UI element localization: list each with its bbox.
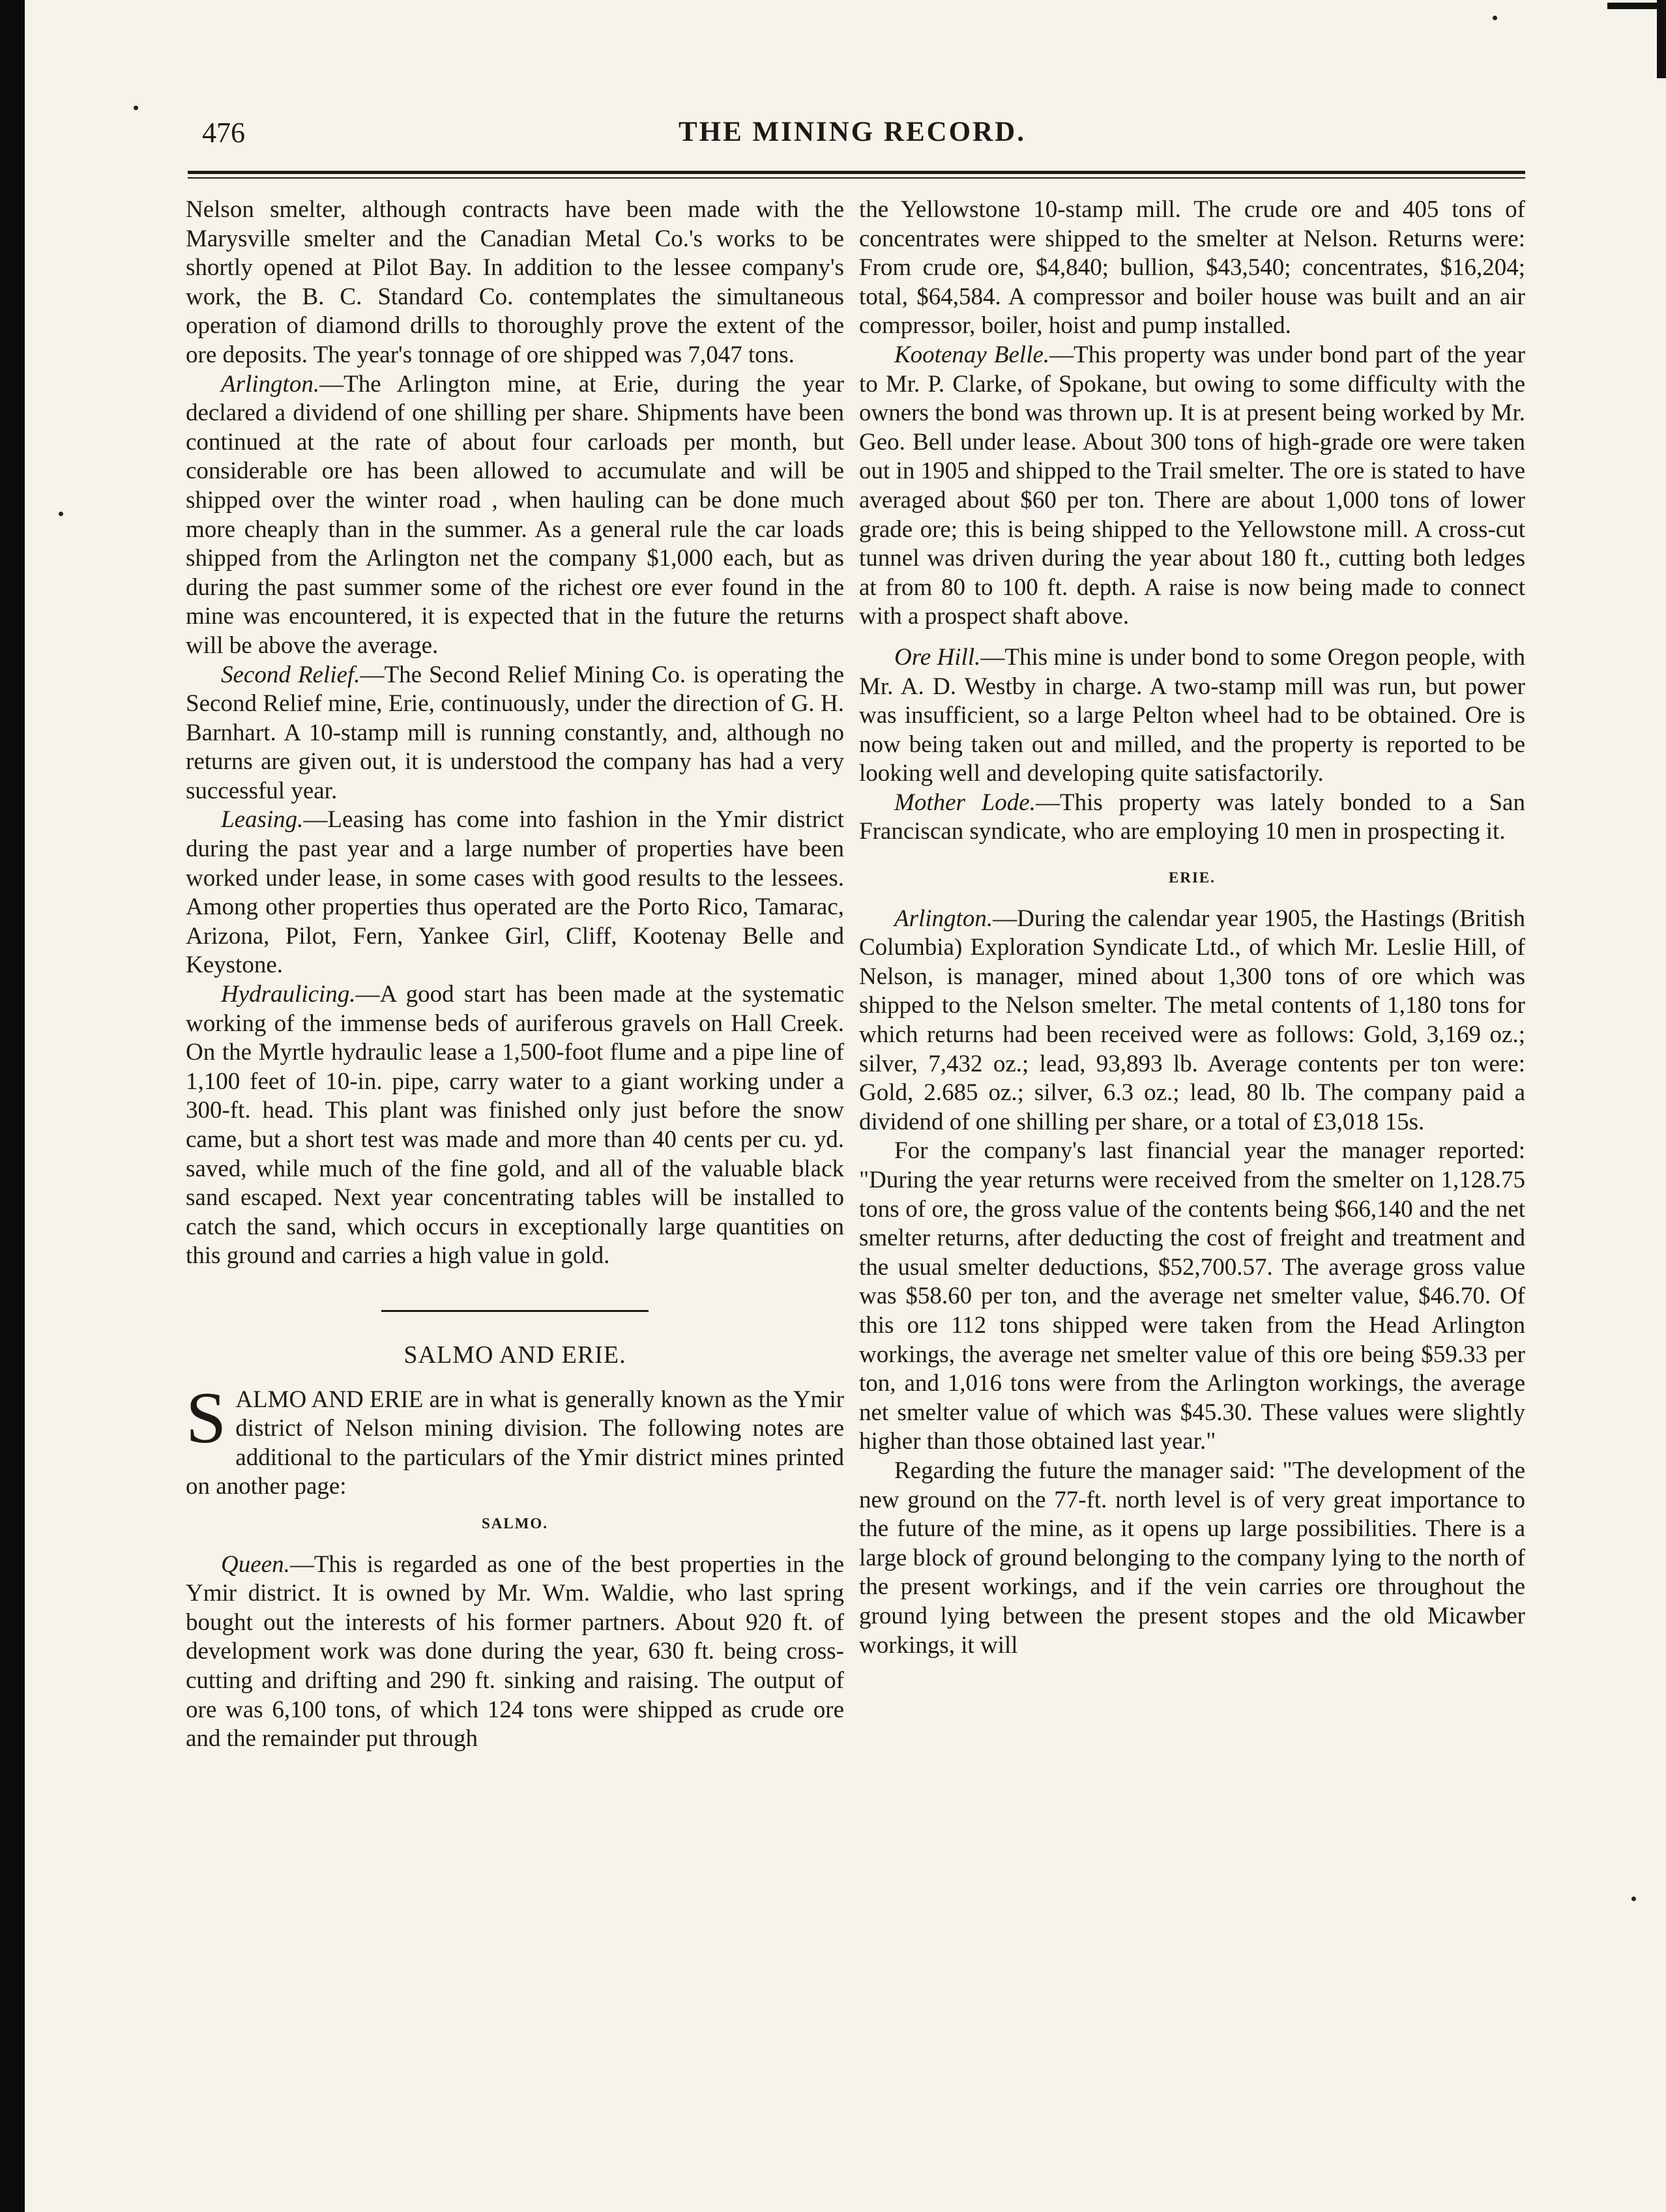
article-paragraph	[859, 341, 1525, 632]
journal-title: THE MINING RECORD.	[678, 117, 1026, 147]
article-paragraph	[186, 806, 844, 980]
scan-speck	[134, 106, 138, 110]
subhead-salmo: SALMO.	[481, 1515, 549, 1532]
section-title: SALMO AND ERIE.	[403, 1341, 626, 1369]
scan-speck	[1631, 1897, 1636, 1901]
article-paragraph: Nelson smelter, although contracts have been made with the Marysville smelter and the Canadian Metal Co.'s works to be shortly opened at Pilot Bay. In addition to the lessee company's work, the B. C. Standard Co. contemplates the simultaneous operation of diamond drills to thoroughly prove the extent of the ore deposits. The year's tonnage of ore shipped was 7,047 tons.	[186, 196, 844, 368]
scan-speck	[59, 512, 63, 516]
paragraph-lead: Second Relief.	[221, 661, 360, 688]
header-rule-thick	[188, 171, 1525, 174]
section-intro	[186, 1377, 844, 1502]
subhead-erie: ERIE.	[1169, 869, 1216, 886]
article-paragraph	[859, 1457, 1525, 1660]
article-paragraph	[186, 1550, 844, 1754]
intro-text: ALMO AND ERIE are in what is generally known as the Ymir district of Nelson mining division. The following notes are additional to the particulars of the Ymir district mines printed on another page:	[186, 1386, 844, 1500]
article-paragraph	[186, 661, 844, 806]
article-paragraph: the Yellowstone 10-stamp mill. The crude ore and 405 tons of concentrates were shipped to the smelter at Nelson. Returns were: From crude ore, $4,840; bullion, $43,540; concentrates, $16,204; total, $64,584. A compressor and boiler house was built and an air compressor, boiler, hoist and pump installed.	[859, 196, 1525, 340]
paragraph-lead: Kootenay Belle.	[894, 341, 1050, 368]
binding-edge	[0, 0, 25, 2212]
page-corner-shadow	[1657, 0, 1666, 78]
drop-cap: S	[186, 1377, 227, 1459]
paragraph-body: —Leasing has come into fashion in the Ymir district during the past year and a large number of properties have been worked under lease, in some cases with good results to the lessees. Among other properties thus operated are the Porto Rico, Tamarac, Arizona, Pilot, Fern, Yankee Girl, Cliff, Kootenay Belle and Keystone.	[186, 806, 844, 979]
paragraph-lead: Hydraulicing.	[221, 981, 356, 1008]
paragraph-lead: Queen.	[221, 1550, 290, 1578]
article-paragraph	[859, 643, 1525, 789]
scan-speck	[1493, 16, 1497, 20]
paragraph-body: —This mine is under bond to some Oregon people, with Mr. A. D. Westby in charge. A two-stamp mill was run, but power was insufficient, so a large Pelton wheel had to be obtained. Ore is now being taken out and milled, and the property is reported to be looking well and developing quite satisfactorily.	[859, 643, 1526, 787]
paragraph-body: —This property was lately bonded to a San Franciscan syndicate, who are employing 10 men in prospecting it.	[859, 789, 1525, 845]
paragraph-lead: Mother Lode.	[894, 789, 1036, 816]
left-column	[186, 196, 844, 1754]
right-column	[859, 196, 1525, 1660]
article-paragraph	[186, 980, 844, 1271]
article-paragraph	[859, 789, 1525, 847]
article-paragraph	[186, 370, 844, 661]
page-header	[202, 116, 1502, 162]
paragraph-lead: Ore Hill.	[894, 643, 981, 671]
paragraph-body: —This is regarded as one of the best properties in the Ymir district. It is owned by Mr. Wm. Waldie, who last spring bought out the interests of his former partners. About 920 ft. of development work was done during the year, 630 ft. being cross-cutting and drifting and 290 ft. sinking and raising. The output of ore was 6,100 tons, of which 124 tons were shipped as crude ore and the remainder put through	[186, 1550, 844, 1753]
page-corner-shadow-top	[1607, 3, 1666, 9]
article-paragraph	[859, 905, 1525, 1137]
paragraph-body: —The Arlington mine, at Erie, during the year declared a dividend of one shilling per share. Shipments have been continued at the rate of about four carloads per month, but considerable ore has been allowed to accumulate and will be shipped over the winter road , when hauling can be done much more cheaply than in the summer. As a general rule the car loads shipped from the Arlington net the company $1,000 each, but as during the past summer some of the richest ore ever found in the mine was encountered, it is expected that in the future the returns will be above the average.	[186, 370, 844, 659]
header-rule-thin	[188, 177, 1525, 179]
paragraph-body: —This property was under bond part of the year to Mr. P. Clarke, of Spokane, but owing to some difficulty with the owners the bond was thrown up. It is at present being worked by Mr. Geo. Bell under lease. About 300 tons of high-grade ore were taken out in 1905 and shipped to the Trail smelter. The ore is stated to have averaged about $60 per ton. There are about 1,000 tons of lower grade ore; this is being shipped to the Yellowstone mill. A cross-cut tunnel was driven during the year about 180 ft., cutting both ledges at from 80 to 100 ft. depth. A raise is now being made to connect with a prospect shaft above.	[859, 341, 1526, 630]
page-number: 476	[202, 117, 245, 149]
article-paragraph	[859, 1137, 1525, 1457]
paragraph-body: —The Second Relief Mining Co. is operating the Second Relief mine, Erie, continuously, under the direction of G. H. Barnhart. A 10-stamp mill is running constantly, and, although no returns are given out, it is understood the company has had a very successful year.	[186, 661, 844, 804]
paragraph-lead: Arlington.	[894, 905, 993, 932]
paragraph-body: For the company's last financial year the manager reported: "During the year returns were received from the smelter on 1,128.75 tons of ore, the gross value of the contents being $66,140 and the net smelter returns, after deducting the cost of freight and treatment and the usual smelter deductions, $52,700.57. The average gross value was $58.60 per ton, and the average net smelter value, $46.70. Of this ore 112 tons shipped were taken from the Head Arlington workings, the average net smelter value of this ore being $59.33 per ton, and 1,016 tons were from the Arlington workings, the average net smelter value of which was $45.30. These values were slightly higher than those obtained last year."	[859, 1137, 1525, 1455]
paragraph-body: —A good start has been made at the systematic working of the immense beds of auriferous gravels on Hall Creek. On the Myrtle hydraulic lease a 1,500-foot flume and a pipe line of 1,100 feet of 10-in. pipe, carry water to a giant working under a 300-ft. head. This plant was finished only just before the snow came, but a short test was made and more than 40 cents per cu. yd. saved, while much of the fine gold, and all of the valuable black sand escaped. Next year concentrating tables will be installed to catch the sand, which occurs in exceptionally large quantities on this ground and carries a high value in gold.	[186, 981, 844, 1270]
paragraph-lead: Arlington.	[221, 370, 320, 398]
paragraph-body: Regarding the future the manager said: "The development of the new ground on the 77-ft. north level is of very great importance to the future of the mine, as it opens up large possibilities. There is a large block of ground belonging to the company lying to the north of the present workings, and if the vein carries ore throughout the ground lying between the present stopes and the old Micawber workings, it will	[859, 1457, 1525, 1659]
paragraph-body: —During the calendar year 1905, the Hastings (British Columbia) Exploration Syndicate Ltd., of which Mr. Leslie Hill, of Nelson, is manager, mined about 1,300 tons of ore which was shipped to the Nelson smelter. The metal contents of 1,180 tons for which returns had been received were as follows: Gold, 3,169 oz.; silver, 7,432 oz.; lead, 93,893 lb. Average contents per ton were: Gold, 2.685 oz.; silver, 6.3 oz.; lead, 80 lb. The company paid a dividend of one shilling per share, or a total of £3,018 15s.	[859, 905, 1525, 1135]
intro-paragraph	[186, 1377, 844, 1502]
section-divider	[381, 1310, 649, 1312]
paragraph-lead: Leasing.	[221, 806, 304, 834]
